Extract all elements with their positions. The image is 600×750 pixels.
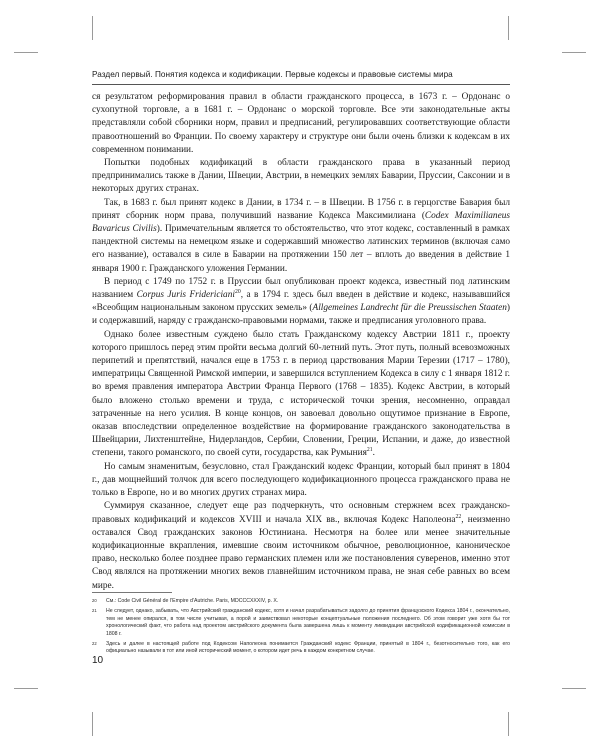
footnote: [92, 598, 510, 605]
footnote-number: 22: [92, 641, 97, 647]
crop-mark: [14, 52, 38, 53]
crop-mark: [562, 688, 586, 689]
paragraph: В период с 1749 по 1752 г. в Пруссии был опубликован проект кодекса, известный под латинским названием Corpus Juris Fridericiani$^{20}$, а в 1794 г. здесь был введен в действие и кодекс, называвшийся «Всеобщим национальным законом прусских земель» (Allgemeines Landrecht für die Preussischen Staaten) и содержавший, наряду с гражданско-правовыми нормами, также и предписания уголовного права.: [92, 276, 511, 327]
footnote: [92, 608, 510, 638]
paragraph: Попытки подобных кодификаций в области гражданского права в указанный период предпринимались также в Дании, Швеции, Австрии, в немецких землях Баварии, Пруссии, Саксонии и в некоторых других странах.: [92, 158, 510, 195]
crop-mark: [562, 52, 586, 53]
footnote-number: 21: [92, 608, 97, 614]
footnote: [92, 641, 510, 656]
paragraph: ся результатом реформирования правил в области гражданского процесса, в 1673 г. – Ордонанс о сухопутной торговле, а в 1681 г. – Ордонанс о морской торговле. Все эти законодательные акты представляли собой сборники норм, правил и предписаний, регулировавших соответствующие области правоотношений во Франции. По своему характеру и структуре они были очень близки к кодексам в их современном понимании.: [92, 92, 510, 155]
paragraph: Однако более известным суждено было стать Гражданскому кодексу Австрии 1811 г., проекту которого пришлось перед этим пройти весьма долгий 60-летний путь. Этот путь, полный всевозможных перипетий и препятствий, начался еще в 1753 г. в период царствования Марии Терезии (1717 – 1780), императрицы Священной Римской империи, и завершился вступлением Кодекса в силу с 1 января 1812 г. во время правления императора Австрии Франца Первого (1768 – 1835). Кодекс Австрии, в который было вложено столько времени и труда, с исторической точки зрения, несомненно, оправдал затраченные на него усилия. В конце концов, он завоевал довольно ощутимое признание в Европе, оказав впоследствии определенное воздействие на формирование гражданского законодательства в Швейцарии, Лихтенштейне, Нидерландов, Сербии, Словении, Греции, Испании, и даже, до известной степени, такого романского, по своей сути, государства, как Румыния$^{21}$.: [92, 329, 510, 459]
footnote-text: См.: Code Civil Général de l’Empire d’Autriche. Paris, MDCCCXXXIV, p. X.: [106, 598, 279, 604]
footnote-rule: [92, 592, 172, 593]
paragraph: Но самым знаменитым, безусловно, стал Гражданский кодекс Франции, который был принят в 1804 г., дав мощнейший толчок для всего последующего кодификационного процесса гражданского права не только в Европе, но и во многих других странах мира.: [92, 461, 510, 499]
header-rule: [92, 84, 510, 85]
crop-mark: [92, 712, 93, 736]
crop-mark: [14, 688, 38, 689]
paragraph: Так, в 1683 г. был принят кодекс в Дании, в 1734 г. – в Швеции. В 1756 г. в герцогстве Бавария был принят сборник норм права, получивший название Кодекса Максимилиана (Codex Maximilianeus Bavaricus Civilis). Примечательным является то обстоятельство, что этот кодекс, составленный в рамках пандектной системы на немецком языке и содержавший множество латинских терминов (включая само его название), оставался в силе в Баварии на протяжении 150 лет – вплоть до введения в действие 1 января 1900 г. Гражданского уложения Германии.: [92, 197, 510, 274]
crop-mark: [508, 712, 509, 736]
footnotes: [92, 598, 510, 659]
crop-mark: [92, 16, 93, 40]
footnote-text: Здесь и далее в настоящей работе под Кодексом Наполеона понимается Гражданский кодекс Франции, принятый в 1804 г., безотносительно того, как его официально называли в тот или иной исторический момент, о котором идет речь в каждом конкретном случае.: [106, 641, 510, 655]
body-text: [92, 91, 510, 593]
running-head: Раздел первый. Понятия кодекса и кодификации. Первые кодексы и правовые системы мира: [92, 70, 453, 79]
footnote-text: Не следует, однако, забывать, что Австрийский гражданский кодекс, хотя и начал разрабатываться задолго до принятия французского Кодекса 1804 г., окончательно, тем не менее опирался, в том числе учитывая, а порой и заимствовал некоторые концептуальные положения последнего. Об этом говорит уже хотя бы тот хронологический факт, что работа над проектом австрийского документа была завершена лишь к моменту ликвидации австрийской кодификационной комиссии в 1808 г.: [106, 608, 510, 637]
paragraph: Суммируя сказанное, следует еще раз подчеркнуть, что основным стержнем всех гражданско-правовых кодификаций и кодексов XVIII и начала XIX вв., включая Кодекс Наполеона$^{22}$, неизменно оставался Свод гражданских законов Юстиниана. Несмотря на более или менее значительные кодификационные вкрапления, имевшие своим источником обычное, революционное, каноническое право, несколько более позднее право германских племен или же постановления суверенов, именно этот Свод являлся на протяжении многих веков главнейшим источником права, не зная себе равных во всем мире.: [92, 501, 511, 591]
crop-mark: [508, 16, 509, 40]
page-number: 10: [92, 655, 104, 666]
footnote-number: 20: [92, 598, 97, 603]
